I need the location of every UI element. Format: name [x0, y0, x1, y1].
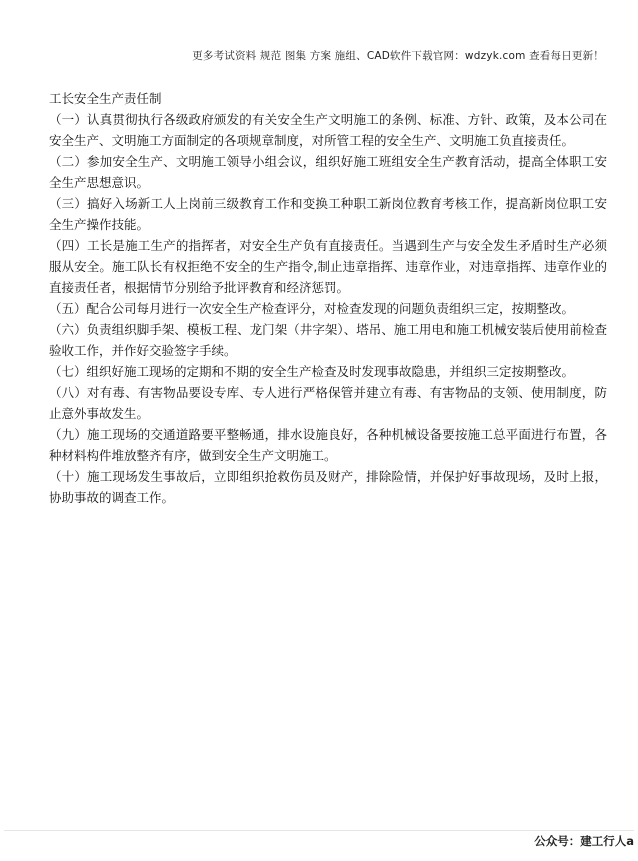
- clause-1: （一）认真贯彻执行各级政府颁发的有关安全生产文明施工的条例、标准、方针、政策，及本公司在安全生产、文明施工方面制定的各项规章制度，对所管工程的安全生产、文明施工负直接责任。: [49, 112, 607, 148]
- clause-3: （三）搞好入场新工人上岗前三级教育工作和变换工种职工新岗位教育考核工作，提高新岗位职工安全生产操作技能。: [49, 196, 607, 232]
- footer-divider: [4, 830, 634, 831]
- document-title: 工长安全生产责任制: [49, 91, 162, 106]
- clause-7: （七）组织好施工现场的定期和不期的安全生产检查及时发现事故隐患，并组织三定按期整改。: [49, 364, 575, 379]
- clause-4: （四）工长是施工生产的指挥者，对安全生产负有直接责任。当遇到生产与安全发生矛盾时生产必须服从安全。施工队长有权拒绝不安全的生产指令,制止违章指挥、违章作业，对违章指挥、违章作业的直接责任者，根据情节分别给予批评教育和经济惩罚。: [49, 238, 607, 295]
- header-download-note: 更多考试资料 规范 图集 方案 施组、CAD软件下载官网：wdzyk.com 查看每日更新！: [192, 50, 604, 62]
- clause-10: （十）施工现场发生事故后，立即组织抢救伤员及财产，排除险情，并保护好事故现场，及时上报，协助事故的调查工作。: [49, 469, 607, 505]
- clause-9: （九）施工现场的交通道路要平整畅通，排水设施良好，各种机械设备要按施工总平面进行布置，各种材料构件堆放整齐有序，做到安全生产文明施工。: [49, 427, 607, 463]
- document-body: [49, 88, 607, 508]
- clause-2: （二）参加安全生产、文明施工领导小组会议，组织好施工班组安全生产教育活动，提高全体职工安全生产思想意识。: [49, 154, 607, 190]
- clause-5: （五）配合公司每月进行一次安全生产检查评分，对检查发现的问题负责组织三定，按期整改。: [49, 301, 575, 316]
- clause-8: （八）对有毒、有害物品要设专库、专人进行严格保管并建立有毒、有害物品的支领、使用制度，防止意外事故发生。: [49, 385, 607, 421]
- clause-6: （六）负责组织脚手架、模板工程、龙门架（井字架）、塔吊、施工用电和施工机械安装后使用前检查验收工作，并作好交验签字手续。: [49, 322, 607, 358]
- footer-account: 公众号：建工行人a: [534, 834, 634, 848]
